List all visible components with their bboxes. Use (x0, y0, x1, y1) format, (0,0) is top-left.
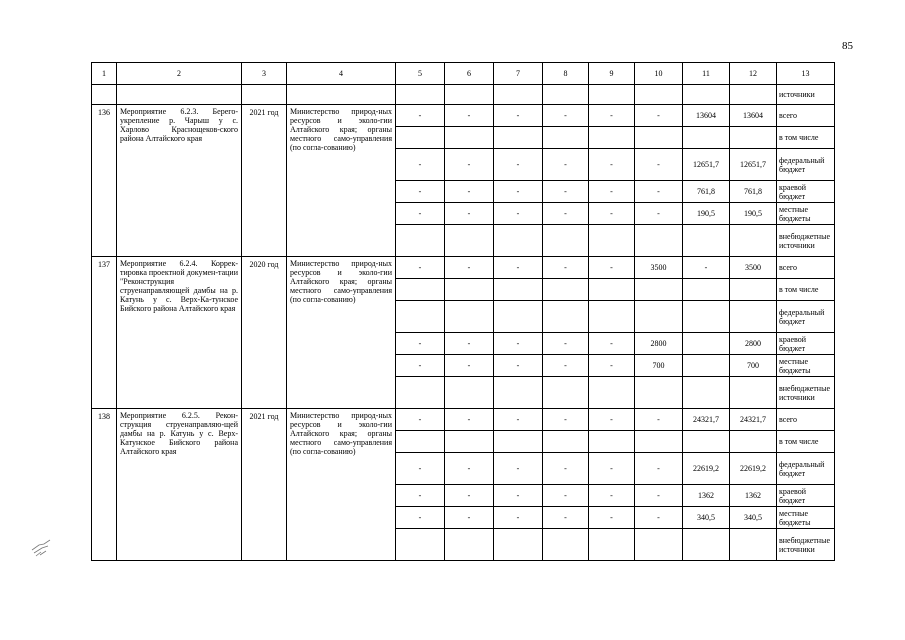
column-header: 1 (92, 63, 117, 85)
value-cell (730, 301, 777, 333)
value-cell: - (635, 409, 683, 431)
source-label: местные бюджеты (777, 355, 835, 377)
value-cell: - (589, 453, 635, 485)
value-cell: - (494, 181, 543, 203)
value-cell: - (543, 409, 589, 431)
page-number: 85 (842, 40, 853, 52)
value-cell: 13604 (683, 105, 730, 127)
column-header: 12 (730, 63, 777, 85)
value-cell: - (635, 203, 683, 225)
value-cell (589, 529, 635, 561)
value-cell (543, 279, 589, 301)
source-label: внебюджетные источники (777, 529, 835, 561)
value-cell: 12651,7 (683, 149, 730, 181)
value-cell (494, 529, 543, 561)
value-cell: - (445, 149, 494, 181)
value-cell (396, 127, 445, 149)
value-cell (635, 377, 683, 409)
value-cell (543, 225, 589, 257)
value-cell: - (494, 105, 543, 127)
value-cell (543, 301, 589, 333)
value-cell (730, 127, 777, 149)
value-cell (683, 127, 730, 149)
column-header: 13 (777, 63, 835, 85)
value-cell (683, 377, 730, 409)
value-cell: - (396, 409, 445, 431)
value-cell (589, 225, 635, 257)
value-cell: - (635, 453, 683, 485)
value-cell: - (494, 149, 543, 181)
value-cell (396, 431, 445, 453)
value-cell: 761,8 (730, 181, 777, 203)
value-cell: 190,5 (730, 203, 777, 225)
value-cell: 22619,2 (683, 453, 730, 485)
value-cell: - (494, 203, 543, 225)
value-cell: - (396, 355, 445, 377)
value-cell (683, 279, 730, 301)
value-cell: 24321,7 (730, 409, 777, 431)
entry-executor: Министерство природ-ных ресурсов и эколо-гии Алтайского края; органы местного само-управления (по согла-сованию) (287, 257, 396, 409)
value-cell: - (445, 181, 494, 203)
value-cell: 700 (635, 355, 683, 377)
source-label: источники (777, 85, 835, 105)
value-cell: - (543, 149, 589, 181)
continuation-row (92, 85, 835, 105)
table-row (92, 105, 835, 127)
value-cell: - (396, 257, 445, 279)
column-header: 10 (635, 63, 683, 85)
source-label: федеральный бюджет (777, 149, 835, 181)
column-header: 6 (445, 63, 494, 85)
value-cell (730, 529, 777, 561)
scribble-mark (30, 536, 54, 558)
table-row (92, 257, 835, 279)
value-cell: - (683, 257, 730, 279)
value-cell (543, 377, 589, 409)
source-label: всего (777, 409, 835, 431)
entry-number: 136 (92, 105, 117, 257)
value-cell (683, 333, 730, 355)
value-cell: - (494, 355, 543, 377)
value-cell: - (589, 257, 635, 279)
value-cell: - (635, 181, 683, 203)
value-cell (635, 301, 683, 333)
value-cell (589, 127, 635, 149)
entry-title: Мероприятие 6.2.5. Рекон-струкция струенаправляю-щей дамбы на р. Катунь у с. Верх-Катунское Бийского района Алтайского края (117, 409, 242, 561)
source-label: в том числе (777, 431, 835, 453)
source-label: внебюджетные источники (777, 377, 835, 409)
source-label: краевой бюджет (777, 181, 835, 203)
value-cell: - (589, 181, 635, 203)
value-cell (396, 225, 445, 257)
value-cell: - (635, 485, 683, 507)
value-cell: 3500 (635, 257, 683, 279)
value-cell: - (589, 149, 635, 181)
value-cell (635, 225, 683, 257)
value-cell: - (543, 181, 589, 203)
column-header: 5 (396, 63, 445, 85)
entry-year: 2021 год (242, 409, 287, 561)
value-cell: - (445, 333, 494, 355)
value-cell: - (543, 257, 589, 279)
column-header: 8 (543, 63, 589, 85)
source-label: в том числе (777, 279, 835, 301)
value-cell: - (396, 485, 445, 507)
value-cell: - (543, 333, 589, 355)
value-cell: - (494, 485, 543, 507)
column-header: 7 (494, 63, 543, 85)
value-cell: 340,5 (730, 507, 777, 529)
value-cell (494, 127, 543, 149)
value-cell (494, 301, 543, 333)
value-cell (589, 431, 635, 453)
value-cell: - (396, 203, 445, 225)
value-cell: 2800 (730, 333, 777, 355)
value-cell: - (589, 409, 635, 431)
value-cell: - (494, 257, 543, 279)
value-cell (445, 301, 494, 333)
value-cell: - (396, 181, 445, 203)
value-cell: 1362 (730, 485, 777, 507)
value-cell: 190,5 (683, 203, 730, 225)
source-label: краевой бюджет (777, 333, 835, 355)
value-cell (396, 301, 445, 333)
source-label: внебюджетные источники (777, 225, 835, 257)
value-cell: - (635, 507, 683, 529)
value-cell: 700 (730, 355, 777, 377)
value-cell: - (589, 355, 635, 377)
source-label: в том числе (777, 127, 835, 149)
value-cell (543, 529, 589, 561)
value-cell (683, 301, 730, 333)
value-cell (589, 377, 635, 409)
value-cell: - (589, 333, 635, 355)
value-cell: - (445, 257, 494, 279)
source-label: всего (777, 105, 835, 127)
value-cell (635, 279, 683, 301)
value-cell (543, 127, 589, 149)
value-cell (494, 377, 543, 409)
source-label: всего (777, 257, 835, 279)
value-cell: - (543, 355, 589, 377)
value-cell (445, 127, 494, 149)
value-cell: - (445, 105, 494, 127)
value-cell: - (396, 105, 445, 127)
column-header: 4 (287, 63, 396, 85)
value-cell: - (635, 105, 683, 127)
entry-number: 137 (92, 257, 117, 409)
value-cell (445, 225, 494, 257)
table-row (92, 409, 835, 431)
value-cell: - (494, 453, 543, 485)
value-cell: - (494, 333, 543, 355)
value-cell (445, 377, 494, 409)
value-cell (635, 127, 683, 149)
value-cell: - (396, 453, 445, 485)
value-cell: - (445, 203, 494, 225)
header-row (92, 63, 835, 85)
value-cell (683, 225, 730, 257)
value-cell (730, 377, 777, 409)
value-cell: 2800 (635, 333, 683, 355)
value-cell (730, 225, 777, 257)
value-cell (494, 279, 543, 301)
value-cell: - (589, 485, 635, 507)
value-cell (445, 431, 494, 453)
entry-executor: Министерство природ-ных ресурсов и эколо-гии Алтайского края; органы местного само-управления (по согла-сованию) (287, 409, 396, 561)
value-cell: - (543, 105, 589, 127)
value-cell: - (543, 507, 589, 529)
value-cell (494, 225, 543, 257)
value-cell: - (396, 333, 445, 355)
value-cell: - (445, 409, 494, 431)
value-cell (396, 279, 445, 301)
source-label: федеральный бюджет (777, 453, 835, 485)
value-cell: - (445, 485, 494, 507)
value-cell: 3500 (730, 257, 777, 279)
budget-table (91, 62, 835, 561)
value-cell (589, 301, 635, 333)
value-cell: - (445, 453, 494, 485)
entry-executor: Министерство природ-ных ресурсов и эколо-гии Алтайского края; органы местного само-управления (по согла-сованию) (287, 105, 396, 257)
value-cell (543, 431, 589, 453)
value-cell: - (543, 203, 589, 225)
value-cell: - (589, 507, 635, 529)
value-cell: - (396, 149, 445, 181)
value-cell: 13604 (730, 105, 777, 127)
value-cell (589, 279, 635, 301)
entry-title: Мероприятие 6.2.3. Берего-укрепление р. Чарыш у с. Харлово Краснощеков-ского района Алтайского края (117, 105, 242, 257)
value-cell (396, 377, 445, 409)
source-label: местные бюджеты (777, 203, 835, 225)
entry-number: 138 (92, 409, 117, 561)
value-cell (683, 529, 730, 561)
value-cell: - (543, 453, 589, 485)
value-cell: 340,5 (683, 507, 730, 529)
column-header: 11 (683, 63, 730, 85)
column-header: 9 (589, 63, 635, 85)
value-cell: - (589, 203, 635, 225)
entry-title: Мероприятие 6.2.4. Коррек-тировка проектной докумен-тации "Реконструкция струенаправляющей дамбы на р. Катунь у с. Верх-Ка-тунское Бийского района Алтайского края (117, 257, 242, 409)
entry-year: 2021 год (242, 105, 287, 257)
column-header: 3 (242, 63, 287, 85)
value-cell: 12651,7 (730, 149, 777, 181)
value-cell: 24321,7 (683, 409, 730, 431)
value-cell: - (445, 507, 494, 529)
value-cell: - (445, 355, 494, 377)
value-cell: - (543, 485, 589, 507)
value-cell: 761,8 (683, 181, 730, 203)
value-cell (683, 355, 730, 377)
value-cell: - (396, 507, 445, 529)
value-cell (396, 529, 445, 561)
source-label: краевой бюджет (777, 485, 835, 507)
value-cell (635, 431, 683, 453)
value-cell: 1362 (683, 485, 730, 507)
value-cell (730, 431, 777, 453)
value-cell: 22619,2 (730, 453, 777, 485)
value-cell: - (635, 149, 683, 181)
value-cell (494, 431, 543, 453)
value-cell: - (494, 409, 543, 431)
value-cell (683, 431, 730, 453)
source-label: федеральный бюджет (777, 301, 835, 333)
value-cell (635, 529, 683, 561)
value-cell: - (589, 105, 635, 127)
value-cell (445, 529, 494, 561)
value-cell: - (494, 507, 543, 529)
value-cell (445, 279, 494, 301)
column-header: 2 (117, 63, 242, 85)
source-label: местные бюджеты (777, 507, 835, 529)
value-cell (730, 279, 777, 301)
entry-year: 2020 год (242, 257, 287, 409)
